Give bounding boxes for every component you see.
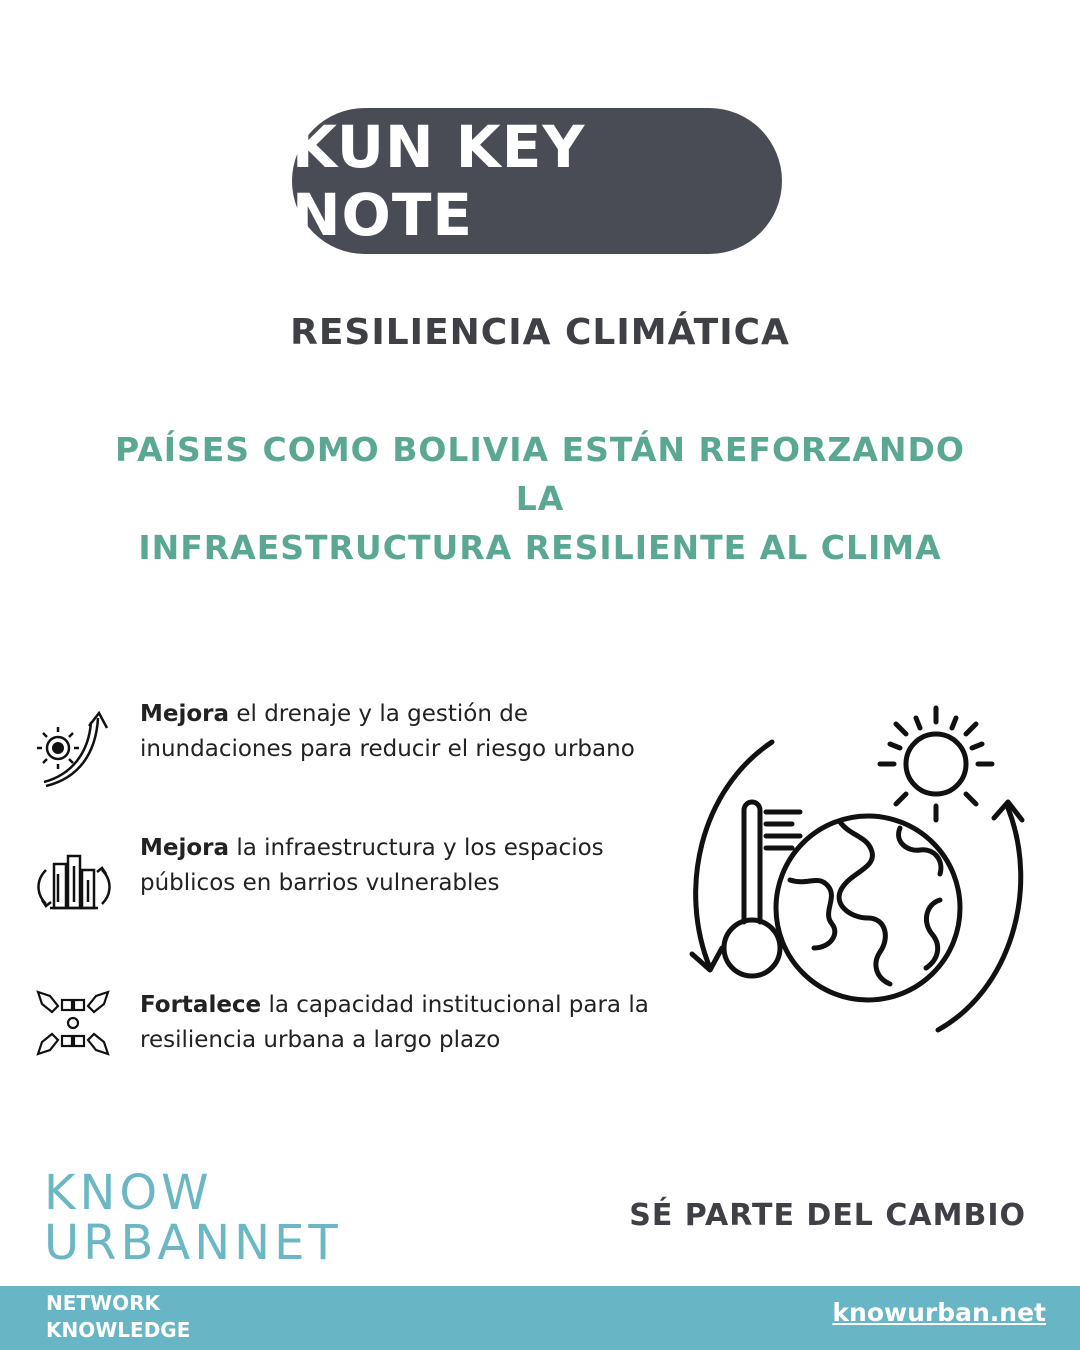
headline-line-2: INFRAESTRUCTURA RESILIENTE AL CLIMA: [138, 528, 942, 567]
climate-cycle-icon: [680, 700, 1040, 1040]
call-to-action: SÉ PARTE DEL CAMBIO: [629, 1198, 1026, 1233]
footer-tag-line-1: NETWORK: [46, 1291, 161, 1315]
gear-growth-icon: [34, 708, 112, 792]
bullet-2-bold: Mejora: [140, 835, 230, 861]
page-subtitle: RESILIENCIA CLIMÁTICA: [290, 312, 790, 353]
footer-bar: [0, 1286, 1080, 1350]
website-link[interactable]: knowurban.net: [832, 1298, 1046, 1327]
bullet-3: [140, 988, 660, 1058]
page-title: KUN KEY NOTE: [292, 113, 586, 249]
bullet-3-bold: Fortalece: [140, 992, 262, 1018]
city-buildings-icon: [34, 850, 114, 916]
hands-puzzle-icon: [34, 984, 112, 1062]
title-pill: [292, 108, 782, 254]
logo-line-1: KNOW: [44, 1165, 213, 1221]
knowurbannet-logo: [44, 1165, 344, 1271]
logo-line-2: URBANNET: [44, 1215, 342, 1271]
bullet-2-text: la infraestructura y los espacios públicos en barrios vulnerables: [140, 835, 604, 896]
headline: [100, 425, 980, 572]
bullet-1-text: el drenaje y la gestión de inundaciones para reducir el riesgo urbano: [140, 701, 635, 762]
footer-tag-line-2: KNOWLEDGE: [46, 1318, 191, 1342]
bullet-1: [140, 697, 650, 767]
bullet-2: [140, 831, 650, 901]
bullet-3-text: la capacidad institucional para la resiliencia urbana a largo plazo: [140, 992, 649, 1053]
bullet-1-bold: Mejora: [140, 701, 230, 727]
footer-tagline: [46, 1290, 190, 1344]
headline-line-1: PAÍSES COMO BOLIVIA ESTÁN REFORZANDO LA: [115, 430, 965, 518]
